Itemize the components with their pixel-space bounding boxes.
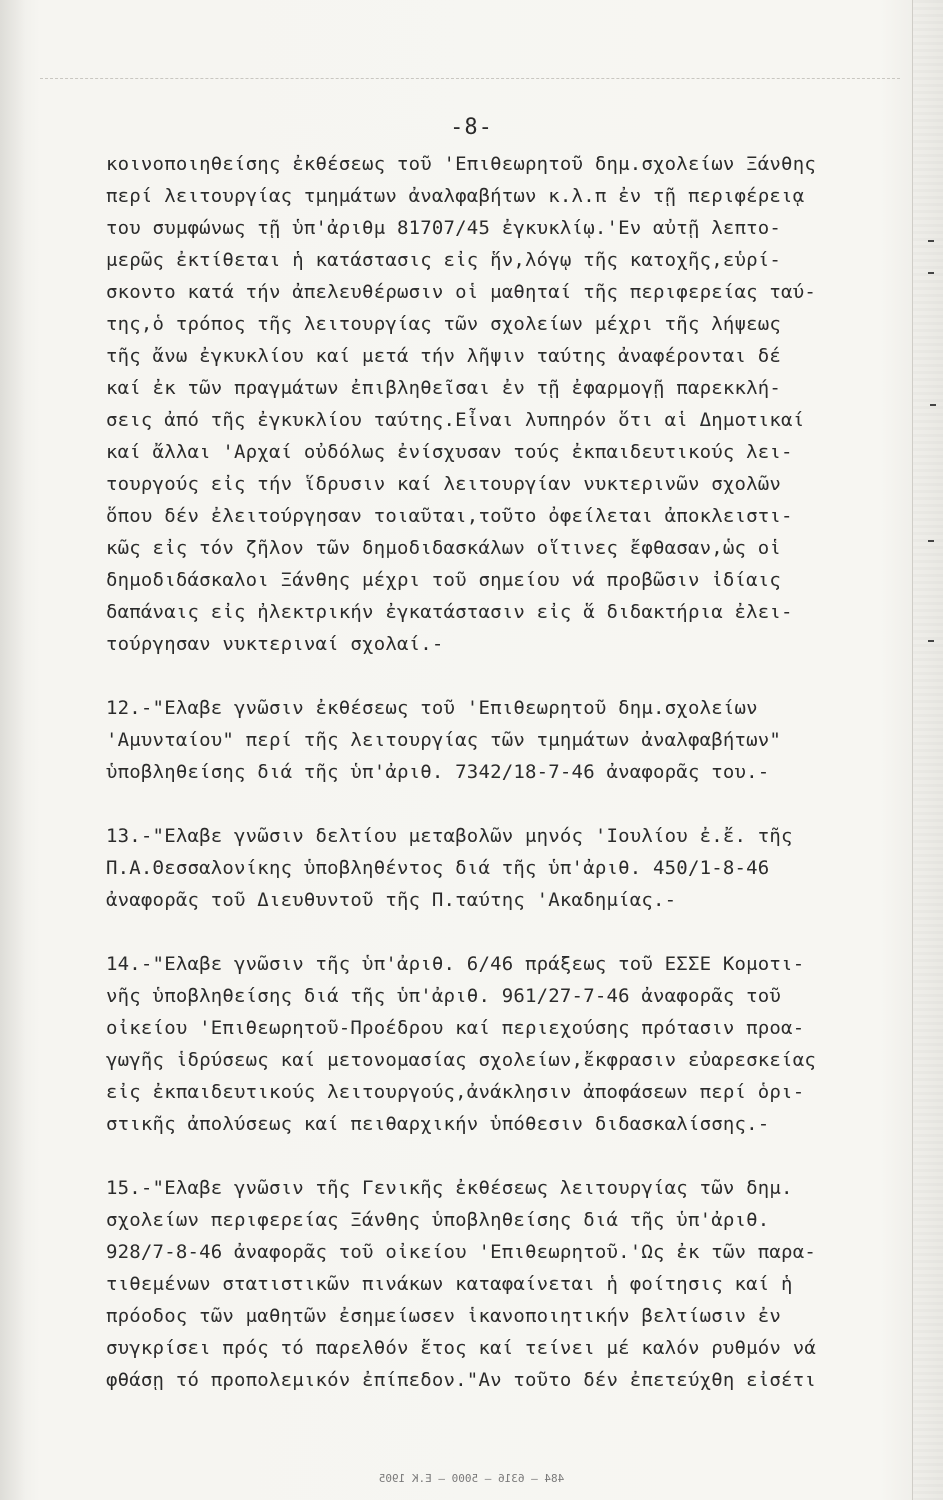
- page-right-binding-edge: [912, 0, 943, 1500]
- text-line: καί ἄλλαι 'Αρχαί οὐδόλως ἐνίσχυσαν τούς ἐκπαιδευτικούς λει-: [106, 441, 793, 463]
- text-line: της,ὁ τρόπος τῆς λειτουργίας τῶν σχολείων μέχρι τῆς λήψεως: [106, 313, 782, 335]
- text-line: πρόοδος τῶν μαθητῶν ἐσημείωσεν ἱκανοποιητικήν βελτίωσιν ἐν: [106, 1305, 782, 1327]
- text-line: σκοντο κατά τήν ἀπελευθέρωσιν οἱ μαθηταί τῆς περιφερείας ταύ-: [106, 281, 816, 303]
- text-line: καί ἐκ τῶν πραγμάτων ἐπιβληθεῖσαι ἐν τῇ ἐφαρμογῇ παρεκκλή-: [106, 377, 782, 399]
- page-number: -8-: [450, 115, 493, 140]
- text-line: Π.Α.Θεσσαλονίκης ὑποβληθέντος διά τῆς ὑπ'ἀριθ. 450/1-8-46: [106, 857, 770, 879]
- text-line: τῆς ἄνω ἐγκυκλίου καί μετά τήν λῆψιν ταύτης ἀναφέρονται δέ: [106, 345, 782, 367]
- text-line: ἀναφορᾶς τοῦ Διευθυντοῦ τῆς Π.ταύτης 'Ακαδημίας.-: [106, 889, 677, 911]
- text-line: νῆς ὑποβληθείσης διά τῆς ὑπ'ἀριθ. 961/27-7-46 ἀναφορᾶς τοῦ: [106, 985, 782, 1007]
- paragraph-15: [106, 1172, 906, 1396]
- text-line: 14.-"Ελαβε γνῶσιν τῆς ὑπ'ἀριθ. 6/46 πράξεως τοῦ ΕΣΣΕ Κομοτι-: [106, 953, 805, 975]
- margin-tick-mark: [928, 272, 934, 274]
- text-line: 12.-"Ελαβε γνῶσιν ἐκθέσεως τοῦ 'Επιθεωρητοῦ δημ.σχολείων: [106, 697, 758, 719]
- text-line: σεις ἀπό τῆς ἐγκυκλίου ταύτης.Εἶναι λυπηρόν ὅτι αἱ Δημοτικαί: [106, 409, 805, 431]
- text-line: 15.-"Ελαβε γνῶσιν τῆς Γενικῆς ἐκθέσεως λειτουργίας τῶν δημ.: [106, 1177, 793, 1199]
- text-line: στικῆς ἀπολύσεως καί πειθαρχικήν ὑπόθεσιν διδασκαλίσσης.-: [106, 1113, 770, 1135]
- text-line: περί λειτουργίας τμημάτων ἀναλφαβήτων κ.λ.π ἐν τῇ περιφέρειᾳ: [106, 185, 805, 207]
- text-line: μερῶς ἐκτίθεται ἡ κατάστασις εἰς ἥν,λόγῳ τῆς κατοχῆς,εὑρί-: [106, 249, 782, 271]
- typewritten-text-body: [106, 148, 906, 1396]
- printer-footer-mark: 484 — 6316 — 5000 — Ε.Κ 1905: [378, 1472, 565, 1485]
- text-line: δημοδιδάσκαλοι Ξάνθης μέχρι τοῦ σημείου νά προβῶσιν ἰδίαις: [106, 569, 782, 591]
- margin-tick-mark: [928, 240, 934, 242]
- top-fold-line: [40, 78, 900, 80]
- paragraph-11-continued: [106, 148, 906, 660]
- text-line: τούργησαν νυκτεριναί σχολαί.-: [106, 633, 444, 655]
- text-line: φθάσῃ τό προπολεμικόν ἐπίπεδον."Αν τοῦτο δέν ἐπετεύχθη εἰσέτι: [106, 1369, 816, 1391]
- page-left-shadow: [0, 0, 26, 1500]
- text-line: σχολείων περιφερείας Ξάνθης ὑποβληθείσης διά τῆς ὑπ'ἀριθ.: [106, 1209, 770, 1231]
- text-line: 928/7-8-46 ἀναφορᾶς τοῦ οἰκείου 'Επιθεωρητοῦ.'Ως ἐκ τῶν παρα-: [106, 1241, 816, 1263]
- text-line: 13.-"Ελαβε γνῶσιν δελτίου μεταβολῶν μηνός 'Ιουλίου ἐ.ἔ. τῆς: [106, 825, 793, 847]
- text-line: συγκρίσει πρός τό παρελθόν ἔτος καί τείνει μέ καλόν ρυθμόν νά: [106, 1337, 816, 1359]
- text-line: εἰς ἐκπαιδευτικούς λειτουργούς,ἀνάκλησιν ἀποφάσεων περί ὁρι-: [106, 1081, 805, 1103]
- margin-tick-mark: [928, 540, 934, 542]
- text-line: δαπάναις εἰς ἠλεκτρικήν ἐγκατάστασιν εἰς ἅ διδακτήρια ἐλει-: [106, 601, 793, 623]
- text-line: του συμφώνως τῇ ὑπ'ἀριθμ 81707/45 ἐγκυκλίῳ.'Εν αὐτῇ λεπτο-: [106, 217, 782, 239]
- text-line: οἰκείου 'Επιθεωρητοῦ-Προέδρου καί περιεχούσης πρότασιν προα-: [106, 1017, 805, 1039]
- text-line: τιθεμένων στατιστικῶν πινάκων καταφαίνεται ἡ φοίτησις καί ἡ: [106, 1273, 793, 1295]
- margin-tick-mark: [928, 640, 934, 642]
- text-line: κοινοποιηθείσης ἐκθέσεως τοῦ 'Επιθεωρητοῦ δημ.σχολείων Ξάνθης: [106, 153, 816, 175]
- text-line: 'Αμυνταίου" περί τῆς λειτουργίας τῶν τμημάτων ἀναλφαβήτων": [106, 729, 782, 751]
- text-line: ὅπου δέν ἐλειτούργησαν τοιαῦται,τοῦτο ὀφείλεται ἀποκλειστι-: [106, 505, 793, 527]
- text-line: τουργούς εἰς τήν ἵδρυσιν καί λειτουργίαν νυκτερινῶν σχολῶν: [106, 473, 782, 495]
- paragraph-13: [106, 820, 906, 916]
- paragraph-12: [106, 692, 906, 788]
- paragraph-14: [106, 948, 906, 1140]
- margin-tick-mark: [930, 404, 936, 406]
- text-line: κῶς εἰς τόν ζῆλον τῶν δημοδιδασκάλων οἵτινες ἔφθασαν,ὡς οἱ: [106, 537, 782, 559]
- text-line: ὑποβληθείσης διά τῆς ὑπ'ἀριθ. 7342/18-7-46 ἀναφορᾶς του.-: [106, 761, 770, 783]
- text-line: γωγῆς ἱδρύσεως καί μετονομασίας σχολείων,ἔκφρασιν εὐαρεσκείας: [106, 1049, 816, 1071]
